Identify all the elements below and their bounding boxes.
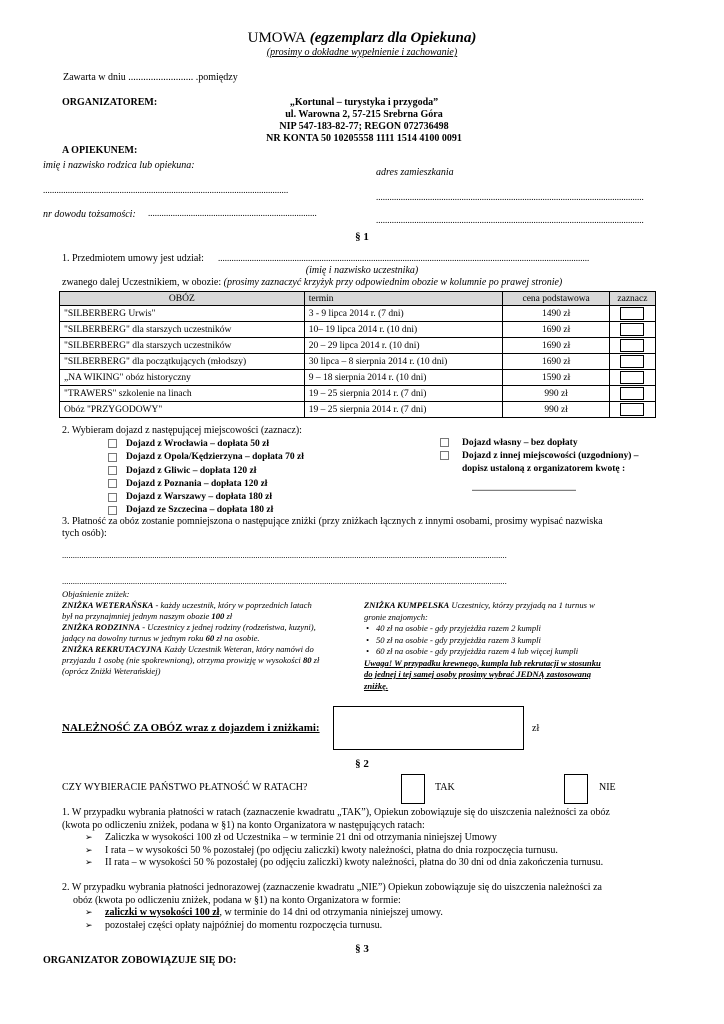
camp-table-header (60, 292, 656, 306)
single-payment-list (85, 907, 602, 932)
col-camp: OBÓZ (60, 292, 305, 306)
camp-table (59, 291, 656, 418)
discount-family-l2 (62, 633, 319, 644)
list-item (85, 907, 602, 920)
list-item: ➢ Zaliczka w wysokości 100 zł od Uczestnika – w terminie 21 dni od otrzymania niniejszej Umowy (85, 832, 610, 845)
section-1-heading: § 1 (355, 231, 369, 243)
discount-warning-l3: zniżkę. (364, 680, 389, 691)
discount-recruit-l2 (62, 655, 319, 666)
discount-veteran (62, 600, 319, 611)
camp-checkbox[interactable] (620, 403, 644, 416)
camp-price: 990 zł (503, 402, 610, 418)
transport-option-label: Dojazd z Gliwic – dopłata 120 zł (126, 465, 257, 476)
camp-name: "SILBERBERG" dla starszych uczestników (60, 322, 305, 338)
organizer-name: „Kortunal – turystyka i przygoda” (289, 97, 439, 108)
discount-names-field-1[interactable]: ............................................................................................................................................................................................................... (62, 550, 507, 560)
transport-option[interactable] (108, 438, 304, 451)
camp-name: "SILBERBERG Urwis" (60, 306, 305, 322)
transport-own[interactable] (440, 438, 578, 448)
table-row (60, 402, 656, 418)
camp-name: Obóz "PRZYGODOWY" (60, 402, 305, 418)
transport-option[interactable] (108, 451, 304, 464)
installments-paragraph (62, 807, 610, 870)
transport-option-label: Dojazd z Warszawy – dopłata 180 zł (126, 492, 273, 503)
installments-no-label: NIE (599, 782, 616, 793)
camp-checkbox-cell (609, 370, 655, 386)
camp-intro (62, 277, 562, 288)
discount-names-field-2[interactable]: ............................................................................................................................................................................................................... (62, 576, 507, 586)
single-payment-l1: 2. W przypadku wybrania płatności jednorazowej (zaznaczenie kwadratu „NIE”) Opiekun zobowiązuje się do uiszczenia należności za (62, 882, 602, 893)
transport-other-label: Dojazd z innej miejscowości (uzgodniony) – (462, 451, 639, 461)
installments-question: CZY WYBIERACIE PAŃSTWO PŁATNOŚĆ W RATACH? (62, 782, 308, 793)
col-mark: zaznacz (609, 292, 655, 306)
guardian-label: A OPIEKUNEM: (62, 145, 138, 156)
title-main: UMOWA (247, 30, 306, 46)
list-item: ➢ I rata – w wysokości 50 % pozostałej (po odjęciu zaliczki) kwoty należności, płatna do dnia rozpoczęcia turnusu. (85, 845, 610, 858)
discounts-label: Objaśnienie zniżek: (62, 589, 130, 599)
organizer-label: ORGANIZATOREM: (62, 97, 158, 108)
discount-text: Każdy Uczestnik Weteran, który namówi do (162, 644, 314, 654)
camp-checkbox-cell (609, 338, 655, 354)
discount-amount: 80 (302, 655, 312, 665)
camp-price: 1690 zł (503, 338, 610, 354)
camp-checkbox-cell (609, 306, 655, 322)
camp-name: "SILBERBERG" dla początkujących (młodszy) (60, 354, 305, 370)
participant-hint: (imię i nazwisko uczestnika) (305, 265, 419, 276)
discount-text: Uczestnicy, którzy przyjadą na 1 turnus w (449, 600, 595, 610)
discount-buddy-l1 (364, 600, 601, 612)
camp-term: 10– 19 lipca 2014 r. (10 dni) (304, 322, 503, 338)
transport-option-label: Dojazd ze Szczecina – dopłata 180 zł (126, 505, 274, 516)
discount-title: ZNIŻKA KUMPELSKA (364, 600, 450, 610)
discount-buddy-l2: gronie znajomych: (364, 611, 428, 622)
list-item: ➢ pozostałej części opłaty najpóźniej do momentu rozpoczęcia turnusu. (85, 920, 602, 933)
guardian-name-field[interactable]: ............................................................................................................. (43, 185, 289, 195)
document-title (0, 30, 724, 47)
transport-other-line2: dopisz ustaloną z organizatorem kwotę : (462, 464, 626, 474)
single-payment-paragraph (62, 882, 602, 932)
section-3-heading: § 3 (355, 943, 369, 955)
camp-price: 990 zł (503, 386, 610, 402)
guardian-id-label: nr dowodu tożsamości: (43, 209, 136, 220)
camp-checkbox[interactable] (620, 371, 644, 384)
discount-amount: 60 (205, 633, 215, 643)
list-item: • 50 zł na osobie - gdy przyjeżdża razem 3 kumpli (364, 635, 601, 647)
col-price: cena podstawowa (503, 292, 610, 306)
transport-option[interactable] (108, 465, 304, 478)
transport-option-label: Dojazd z Wrocławia – dopłata 50 zł (126, 439, 270, 449)
camp-term: 19 – 25 sierpnia 2014 r. (7 dni) (304, 386, 503, 402)
discount-text: przyjazdu 1 osobę (nie spokrewnioną), otrzyma prowizję w wysokości (62, 655, 303, 665)
discount-text: zł na osobie. (214, 633, 260, 643)
transport-label: 2. Wybieram dojazd z następującej miejscowości (zaznacz): (62, 425, 302, 436)
discount-warning-l2: do jednej i tej samej osoby prosimy wybrać JEDNĄ zastosowaną (364, 669, 592, 679)
installments-l2: (kwota po odliczeniu zniżek, podana w §1) na konto Organizatora w następujących ratach: (62, 819, 425, 831)
organizer-address: ul. Warowna 2, 57-215 Srebrna Góra (285, 109, 443, 120)
col-term: termin (304, 292, 503, 306)
guardian-address-label: adres zamieszkania (376, 167, 454, 178)
camp-checkbox-cell (609, 402, 655, 418)
checkbox[interactable] (108, 506, 117, 515)
transport-other[interactable] (440, 451, 639, 461)
amount-due-field[interactable] (333, 706, 524, 750)
installments-yes-checkbox[interactable] (401, 774, 425, 804)
transport-own-label: Dojazd własny – bez dopłaty (462, 438, 578, 448)
table-row (60, 386, 656, 402)
camp-intro-hint: (prosimy zaznaczyć krzyżyk przy odpowiednim obozie w kolumnie po prawej stronie) (223, 277, 563, 288)
transport-option[interactable] (108, 491, 304, 504)
section-2-heading: § 2 (355, 758, 369, 770)
checkbox[interactable] (108, 466, 117, 475)
camp-price: 1690 zł (503, 322, 610, 338)
camp-term: 19 – 25 sierpnia 2014 r. (7 dni) (304, 402, 503, 418)
discount-title: ZNIŻKA RODZINNA (62, 622, 141, 632)
camp-term: 3 - 9 lipca 2014 r. (7 dni) (304, 306, 503, 322)
transport-list-left (108, 438, 304, 518)
table-row (60, 306, 656, 322)
discount-paragraph-l1: 3. Płatność za obóz zostanie pomniejszona o następujące zniżki (przy zniżkach łącznych z innymi osobami, prosimy wypisać nazwiska (62, 516, 603, 527)
transport-option-label: Dojazd z Opola/Kędzierzyna – dopłata 70 zł (126, 452, 304, 463)
camp-name: "TRAWERS" szkolenie na linach (60, 386, 305, 402)
installments-yes-label: TAK (435, 782, 455, 793)
camp-checkbox[interactable] (620, 307, 644, 320)
discount-recruit-l3: (oprócz Zniżki Weterańskiej) (62, 666, 161, 676)
camp-price: 1590 zł (503, 370, 610, 386)
guardian-address-field-1[interactable]: ....................................................................................................................... (376, 192, 644, 202)
camp-name: "SILBERBERG" dla starszych uczestników (60, 338, 305, 354)
discount-title: ZNIŻKA WETERAŃSKA (62, 600, 154, 610)
camp-checkbox-cell (609, 322, 655, 338)
camp-checkbox-cell (609, 354, 655, 370)
camp-name: „NA WIKING" obóz historyczny (60, 370, 305, 386)
checkbox[interactable] (440, 438, 449, 447)
discount-text: - Uczestnicy z jednej rodziny (rodzeństwa, kuzyni), (140, 622, 316, 632)
organizer-obliges: ORGANIZATOR ZOBOWIĄZUJE SIĘ DO: (43, 955, 237, 966)
discount-buddy-list (364, 623, 601, 658)
checkbox[interactable] (108, 479, 117, 488)
checkbox[interactable] (108, 439, 117, 448)
discount-title: ZNIŻKA REKRUTACYJNA (62, 644, 163, 654)
camp-checkbox[interactable] (620, 387, 644, 400)
camp-price: 1490 zł (503, 306, 610, 322)
transport-other-amount-field[interactable]: .................................................... (472, 484, 576, 493)
deposit-rest: , w terminie do 14 dni od otrzymania niniejszej umowy. (219, 907, 443, 918)
camp-checkbox-cell (609, 386, 655, 402)
installments-l1: 1. W przypadku wybrania płatności w ratach (zaznaczenie kwadratu „TAK”), Opiekun zobowiązuje się do uiszczenia należności za obóz (62, 807, 610, 818)
title-fill-note: (prosimy o dokładne wypełnienie i zachowanie) (266, 47, 458, 58)
title-copy-note: (egzemplarz dla Opiekuna) (305, 30, 477, 46)
table-row (60, 354, 656, 370)
discount-text: - każdy uczestnik, który w poprzednich latach (153, 600, 312, 610)
list-item: ➢ II rata – w wysokości 50 % pozostałej (po odjęciu zaliczki) kwoty należności, płatna do 30 dni od dnia zakończenia turnusu. (85, 857, 610, 870)
deposit-bold: zaliczki w wysokości 100 zł (105, 907, 220, 918)
camp-term: 9 – 18 sierpnia 2014 r. (10 dni) (304, 370, 503, 386)
discount-recruit (62, 644, 319, 655)
camp-checkbox[interactable] (620, 339, 644, 352)
installments-no-checkbox[interactable] (564, 774, 588, 804)
guardian-id-field[interactable]: ........................................................................... (148, 208, 317, 218)
discount-amount: 100 (211, 611, 225, 621)
single-payment-l2: obóz (kwota po odliczeniu zniżek, podana w §1) na konto Organizatora w formie: (73, 894, 401, 906)
guardian-address-field-2[interactable]: ....................................................................................................................... (376, 215, 644, 225)
guardian-name-label: imię i nazwisko rodzica lub opiekuna: (43, 160, 195, 171)
transport-option-label: Dojazd z Poznania – dopłata 120 zł (126, 478, 268, 489)
list-item: • 40 zł na osobie - gdy przyjeżdża razem 2 kumpli (364, 623, 601, 635)
discount-family (62, 622, 319, 633)
checkbox[interactable] (108, 453, 117, 462)
discount-warning-l1: Uwaga! W przypadku krewnego, kumpla lub rekrutacji w stosunku (364, 657, 601, 668)
transport-option[interactable] (108, 478, 304, 491)
amount-due-label: NALEŻNOŚĆ ZA OBÓZ wraz z dojazdem i zniżkami: (62, 722, 320, 734)
amount-due-currency: zł (532, 723, 540, 734)
installments-list (85, 832, 610, 870)
checkbox[interactable] (440, 451, 449, 460)
discount-buddy (364, 600, 601, 692)
camp-price: 1690 zł (503, 354, 610, 370)
participant-label: 1. Przedmiotem umowy jest udział: (62, 253, 204, 264)
participant-field[interactable]: ..................................................................................................................................................................... (218, 253, 590, 263)
discount-text: był na przynajmniej jednym naszym obozie (62, 611, 212, 621)
discount-text: zł (311, 655, 320, 665)
discount-text: zł (224, 611, 233, 621)
camp-checkbox[interactable] (620, 323, 644, 336)
concluded-line: Zawarta w dniu .......................... .pomiędzy (63, 72, 238, 83)
table-row (60, 322, 656, 338)
table-row (60, 370, 656, 386)
discount-paragraph-l2: tych osób): (62, 528, 107, 539)
discounts-explained (62, 589, 319, 677)
camp-term: 30 lipca – 8 sierpnia 2014 r. (10 dni) (304, 354, 503, 370)
list-item: • 60 zł na osobie - gdy przyjeżdża razem 4 lub więcej kumpli (364, 646, 601, 658)
camp-intro-text: zwanego dalej Uczestnikiem, w obozie: (62, 277, 222, 288)
table-row (60, 338, 656, 354)
checkbox[interactable] (108, 493, 117, 502)
camp-term: 20 – 29 lipca 2014 r. (10 dni) (304, 338, 503, 354)
camp-checkbox[interactable] (620, 355, 644, 368)
discount-text: jadący na dowolny turnus w jednym roku (62, 633, 206, 643)
organizer-account: NR KONTA 50 10205558 1111 1514 4100 0091 (266, 133, 462, 144)
organizer-ids: NIP 547-183-82-77; REGON 072736498 (279, 121, 449, 132)
discount-veteran-l2 (62, 611, 319, 622)
